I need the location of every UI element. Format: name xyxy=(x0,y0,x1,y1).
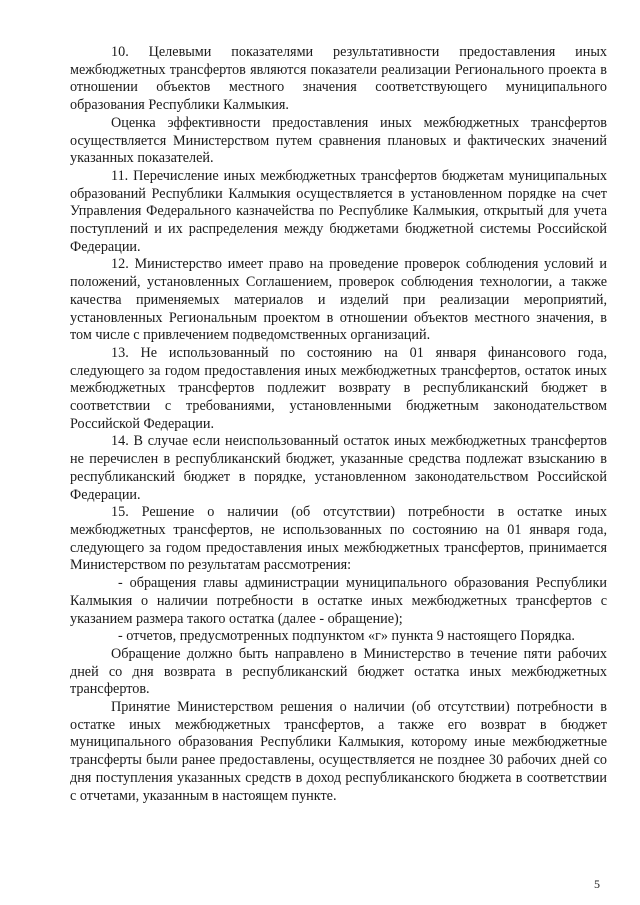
paragraph-10-target-indicators: 10. Целевыми показателями результативности предоставления иных межбюджетных трансфертов являются показатели реализации Регионального проекта в отношении объектов местного значения соответствующего муниципального образования Республики Калмыкия. xyxy=(70,44,607,114)
paragraph-15-decision: 15. Решение о наличии (об отсутствии) потребности в остатке иных межбюджетных трансфертов, не использованных по состоянию на 01 января года, следующего за годом предоставления иных межбюджетных трансфертов, принимается Министерством по результатам рассмотрения: xyxy=(70,504,607,574)
paragraph-13-unused-balance: 13. Не использованный по состоянию на 01 января финансового года, следующего за годом предоставления иных межбюджетных трансфертов, остаток иных межбюджетных трансфертов подлежит возврату в республиканский бюджет в соответствии с требованиями, установленными бюджетным законодательством Российской Федерации. xyxy=(70,344,607,432)
paragraph-efficiency-assessment: Оценка эффективности предоставления иных межбюджетных трансфертов осуществляется Министерством путем сравнения плановых и фактических значений указанных показателей. xyxy=(70,114,607,167)
paragraph-12-ministry-inspections: 12. Министерство имеет право на проведение проверок соблюдения условий и положений, установленных Соглашением, проверок соблюдения технологии, а также качества применяемых материалов и изделий при реализации мероприятий, установленных Региональным проектом в отношении объектов местного значения, в том числе с привлечением подведомственных организаций. xyxy=(70,256,607,344)
document-page xyxy=(70,44,607,805)
paragraph-14-recovery: 14. В случае если неиспользованный остаток иных межбюджетных трансфертов не перечислен в республиканский бюджет, указанные средства подлежат взысканию в республиканский бюджет в порядке, установленном законодательством Российской Федерации. xyxy=(70,433,607,503)
list-item-appeal: - обращения главы администрации муниципального образования Республики Калмыкия о наличии потребности в остатке иных межбюджетных трансфертов с указанием размера такого остатка (далее - обращение); xyxy=(70,575,607,627)
list-item-reports: - отчетов, предусмотренных подпунктом «г» пункта 9 настоящего Порядка. xyxy=(118,628,575,645)
paragraph-appeal-deadline: Обращение должно быть направлено в Министерство в течение пяти рабочих дней со дня возврата в республиканский бюджет остатка иных межбюджетных трансфертов. xyxy=(70,645,607,698)
paragraph-11-transfer-procedure: 11. Перечисление иных межбюджетных трансфертов бюджетам муниципальных образований Республики Калмыкия осуществляется в установленном порядке на счет Управления Федерального казначейства по Республике Калмыкия, открытый для учета поступлений и их распределения между бюджетами бюджетной системы Российской Федерации. xyxy=(70,167,607,255)
page-number: 5 xyxy=(594,877,600,891)
paragraph-decision-deadline: Принятие Министерством решения о наличии (об отсутствии) потребности в остатке иных межбюджетных трансфертов, а также его возврат в бюджет муниципального образования Республики Калмыкия, которому иные межбюджетные трансферты были ранее предоставлены, осуществляется не позднее 30 рабочих дней со дня поступления указанных средств в доход республиканского бюджета в соответствии с отчетами, указанным в настоящем пункте. xyxy=(70,699,607,804)
